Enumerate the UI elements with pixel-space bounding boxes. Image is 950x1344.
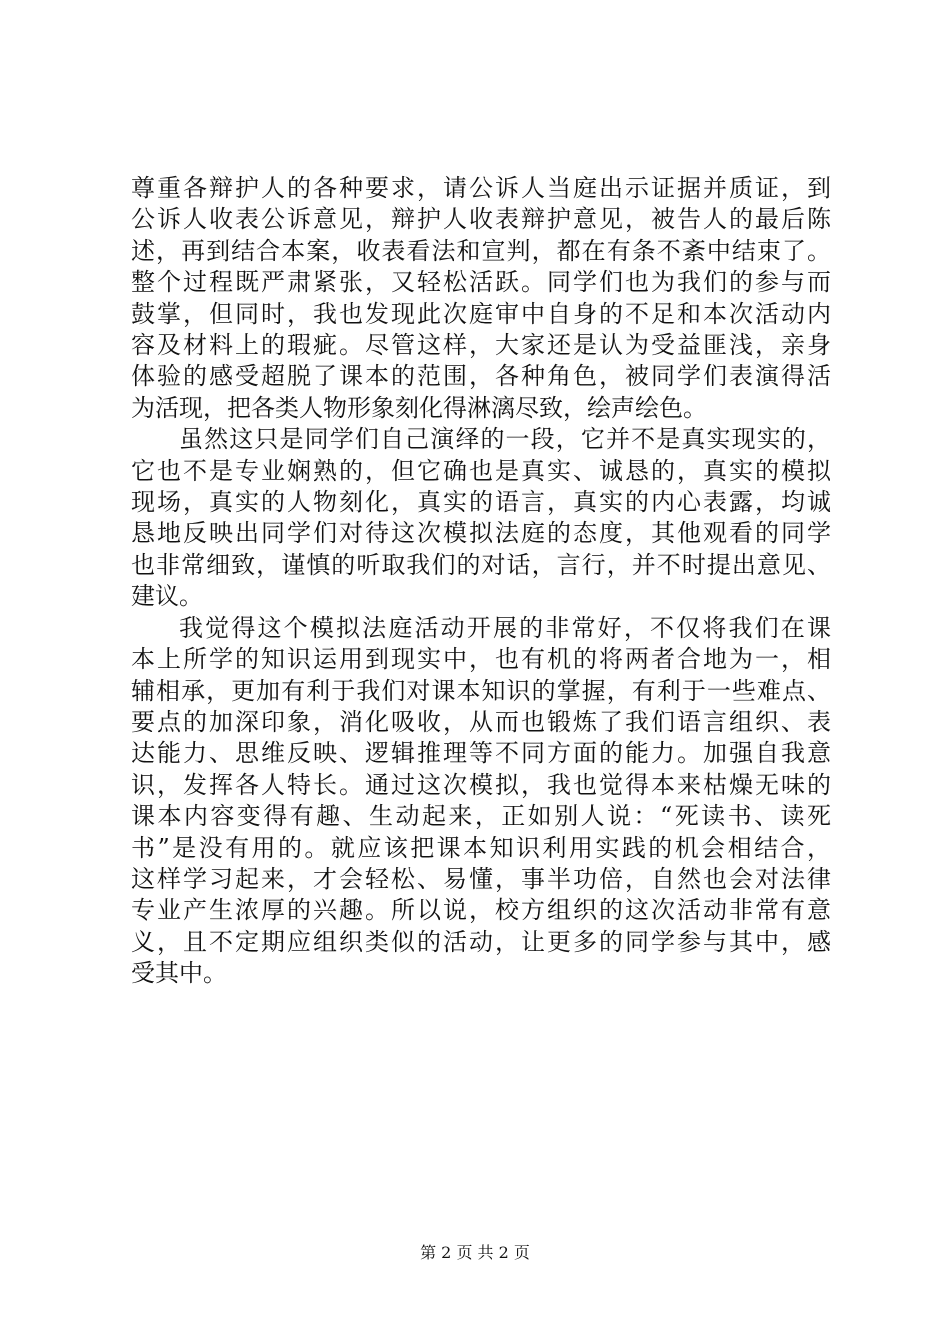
text-line: 要点的加深印象，消化吸收，从而也锻炼了我们语言组织、表 [131, 707, 831, 736]
text-line: 恳地反映出同学们对待这次模拟法庭的态度，其他观看的同学 [131, 519, 831, 548]
paragraph-1 [131, 173, 831, 424]
text-line: 整个过程既严肃紧张，又轻松活跃。同学们也为我们的参与而 [131, 268, 831, 297]
text-line: 述，再到结合本案，收表看法和宣判，都在有条不紊中结束了。 [131, 236, 831, 265]
text-line: 我觉得这个模拟法庭活动开展的非常好，不仅将我们在课 [179, 613, 831, 642]
text-line: 现场，真实的人物刻化，真实的语言，真实的内心表露，均诚 [131, 488, 831, 517]
text-line: 识，发挥各人特长。通过这次模拟，我也觉得本来枯燥无味的 [131, 770, 831, 799]
text-line: 受其中。 [131, 959, 227, 988]
text-line: 书”是没有用的。就应该把课本知识利用实践的机会相结合， [131, 833, 831, 862]
text-line: 它也不是专业娴熟的，但它确也是真实、诚恳的，真实的模拟 [131, 456, 831, 485]
page-footer [0, 1243, 950, 1263]
text-line: 体验的感受超脱了课本的范围，各种角色，被同学们表演得活 [131, 362, 831, 391]
text-line: 课本内容变得有趣、生动起来，正如别人说：“死读书、读死 [131, 802, 831, 831]
text-line: 尊重各辩护人的各种要求，请公诉人当庭出示证据并质证，到 [131, 174, 831, 202]
text-line: 公诉人收表公诉意见，辩护人收表辩护意见，被告人的最后陈 [131, 205, 831, 234]
text-line: 鼓掌，但同时，我也发现此次庭审中自身的不足和本次活动内 [131, 299, 831, 328]
document-body [131, 173, 831, 990]
text-line: 这样学习起来，才会轻松、易懂，事半功倍，自然也会对法律 [131, 864, 831, 893]
text-line: 容及材料上的瑕疵。尽管这样，大家还是认为受益匪浅，亲身 [131, 331, 831, 360]
paragraph-2 [131, 424, 831, 612]
text-line: 虽然这只是同学们自己演绎的一段，它并不是真实现实的， [179, 425, 831, 454]
text-line: 为活现，把各类人物形象刻化得淋漓尽致，绘声绘色。 [131, 393, 707, 422]
text-line: 辅相承，更加有利于我们对课本知识的掌握，有利于一些难点、 [131, 676, 831, 705]
page-number: 第 2 页 共 2 页 [420, 1243, 530, 1262]
text-line: 达能力、思维反映、逻辑推理等不同方面的能力。加强自我意 [131, 739, 831, 768]
paragraph-3 [131, 613, 831, 990]
text-line: 也非常细致，谨慎的听取我们的对话，言行，并不时提出意见、 [131, 550, 831, 579]
text-line: 专业产生浓厚的兴趣。所以说，校方组织的这次活动非常有意 [131, 896, 831, 925]
text-line: 本上所学的知识运用到现实中，也有机的将两者合地为一，相 [131, 645, 831, 674]
text-line: 建议。 [131, 582, 203, 611]
text-line: 义，且不定期应组织类似的活动，让更多的同学参与其中，感 [131, 927, 831, 956]
